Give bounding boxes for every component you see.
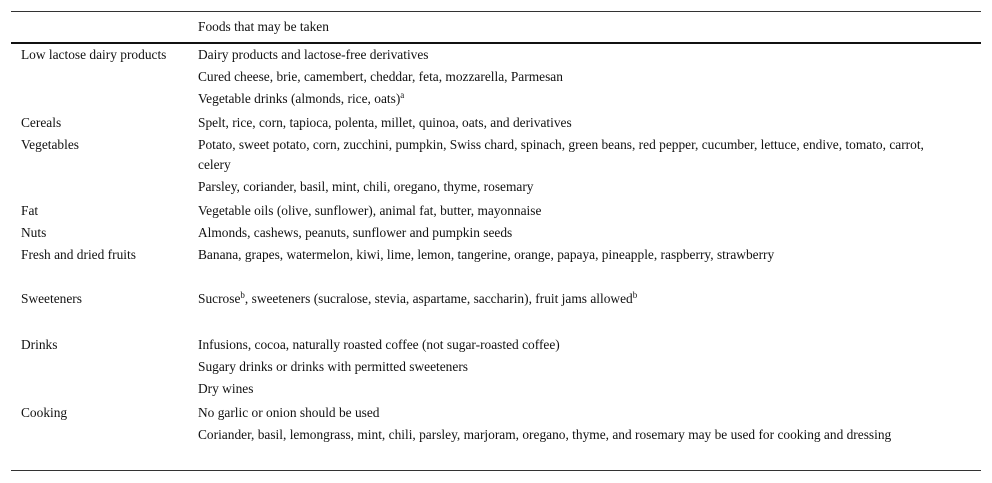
food-item: Almonds, cashews, peanuts, sunflower and pumpkin seeds [198,225,513,240]
food-item: Coriander, basil, lemongrass, mint, chili, parsley, marjoram, oregano, thyme, and rosemary may be used for cooking and dressing [198,427,892,442]
category-cereals: Cereals [21,115,62,130]
food-item: Infusions, cocoa, naturally roasted coffee (not sugar-roasted coffee) [198,337,560,352]
food-item-text: Vegetable drinks (almonds, rice, oats) [198,91,401,106]
category-drinks: Drinks [21,337,58,352]
footnote-marker: a [400,90,405,100]
column-header-foods: Foods that may be taken [198,19,329,34]
food-item: Vegetable oils (olive, sunflower), animal fat, butter, mayonnaise [198,203,542,218]
category-sweeteners: Sweeteners [21,291,82,306]
food-item: No garlic or onion should be used [198,405,380,420]
table-top-rule [11,11,981,12]
food-item [198,289,928,309]
category-dairy: Low lactose dairy products [21,47,167,62]
food-item: Potato, sweet potato, corn, zucchini, pumpkin, Swiss chard, spinach, green beans, red pepper, cucumber, lettuce, endive, tomato, carrot, celery [198,137,924,172]
food-item: Sugary drinks or drinks with permitted sweeteners [198,359,468,374]
footnote-marker: b [632,290,638,300]
category-fruits: Fresh and dried fruits [21,247,136,262]
food-item: Cured cheese, brie, camembert, cheddar, feta, mozzarella, Parmesan [198,69,563,84]
food-item: Banana, grapes, watermelon, kiwi, lime, lemon, tangerine, orange, papaya, pineapple, raspberry, strawberry [198,247,775,262]
category-vegetables: Vegetables [21,137,80,152]
food-item: Dry wines [198,381,254,396]
food-item-text: Sucrose [198,291,241,306]
food-item: Parsley, coriander, basil, mint, chili, oregano, thyme, rosemary [198,179,534,194]
header-rule [11,42,981,44]
food-item [198,89,928,109]
category-cooking: Cooking [21,405,68,420]
food-item-text: , sweeteners (sucralose, stevia, aspartame, saccharin), fruit jams allowed [244,291,633,306]
footnote-marker: b [240,290,245,300]
category-fat: Fat [21,203,39,218]
food-item: Spelt, rice, corn, tapioca, polenta, millet, quinoa, oats, and derivatives [198,115,572,130]
table-bottom-rule [11,470,981,471]
category-nuts: Nuts [21,225,47,240]
food-item: Dairy products and lactose-free derivatives [198,47,429,62]
